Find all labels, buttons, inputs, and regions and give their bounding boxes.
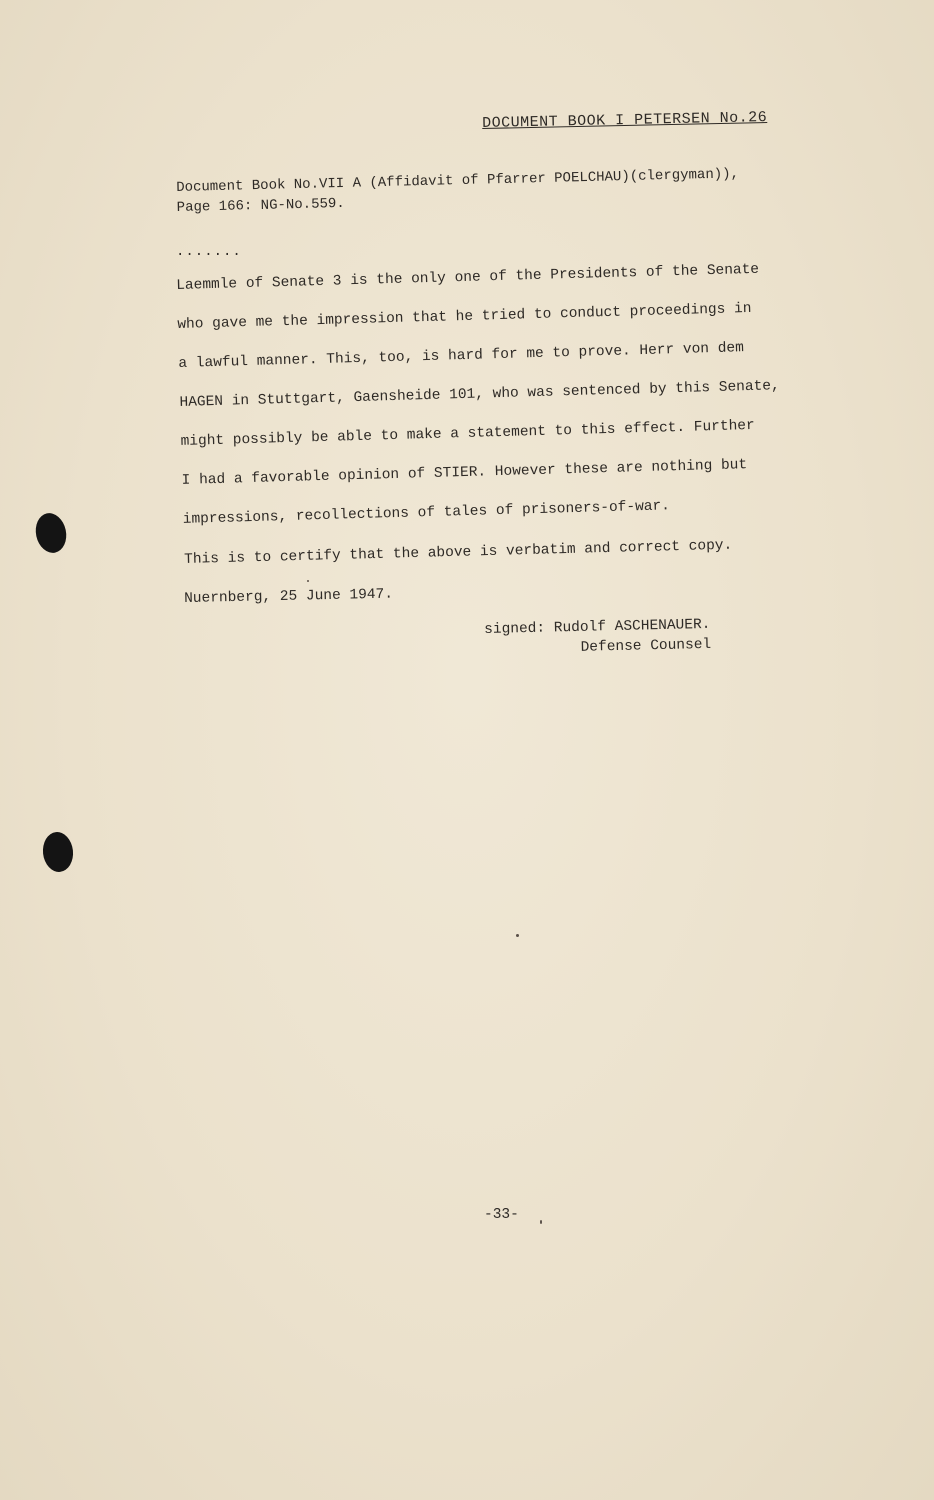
affidavit-body: [176, 256, 883, 548]
signature-block: [484, 615, 711, 660]
body-line: I had a favorable opinion of STIER. However these are nothing but: [181, 457, 748, 489]
document-date: Nuernberg, 25 June 1947.: [184, 586, 394, 607]
body-line: might possibly be able to make a statement to this effect. Further: [180, 417, 755, 450]
certification-statement: This is to certify that the above is verbatim and correct copy.: [184, 537, 733, 568]
document-reference: [176, 164, 740, 218]
omission-marker: .......: [176, 244, 242, 260]
paper-speck: [540, 1220, 542, 1224]
body-line: a lawful manner. This, too, is hard for me to prove. Herr von dem: [178, 340, 745, 372]
reference-line-2: Page 166: NG-No.559.: [176, 195, 345, 216]
reference-line-1: Document Book No.VII A (Affidavit of Pfarrer POELCHAU)(clergyman)),: [176, 166, 740, 196]
body-line: HAGEN in Stuttgart, Gaensheide 101, who was sentenced by this Senate,: [179, 378, 780, 411]
punch-hole-bottom: [41, 831, 75, 874]
page-number: -33-: [484, 1207, 519, 1223]
signature-line: signed: Rudolf ASCHENAUER.: [484, 616, 711, 638]
signature-title: Defense Counsel: [580, 636, 712, 656]
document-header: DOCUMENT BOOK I PETERSEN No.26: [482, 109, 768, 132]
paper-speck: [516, 934, 519, 937]
paper-speck: [307, 580, 309, 582]
punch-hole-top: [32, 510, 70, 555]
body-line: Laemmle of Senate 3 is the only one of the Presidents of the Senate: [176, 261, 760, 294]
body-line: impressions, recollections of tales of prisoners-of-war.: [182, 498, 671, 528]
body-line: who gave me the impression that he tried to conduct proceedings in: [177, 300, 752, 333]
